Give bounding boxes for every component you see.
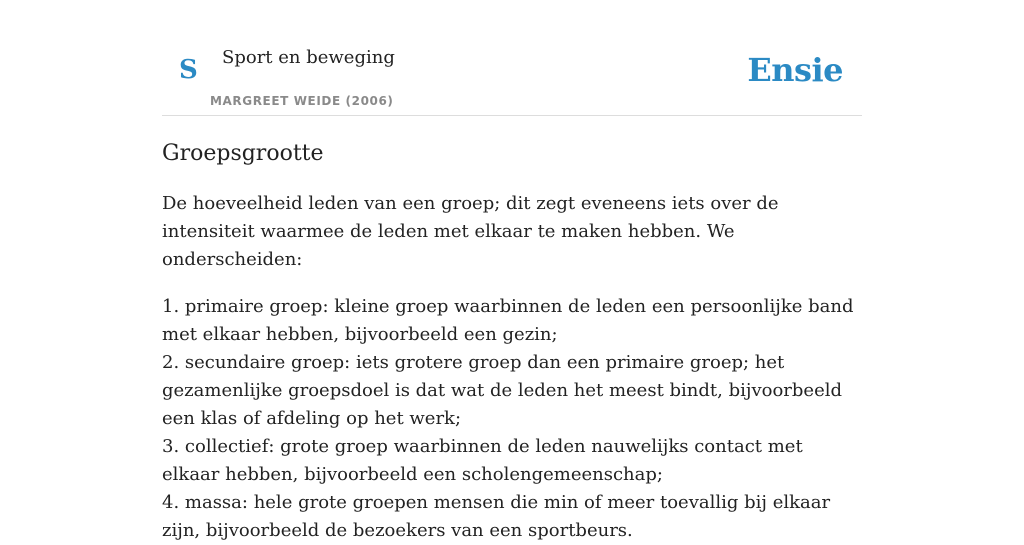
publication-title-link[interactable]: Sport en beweging (222, 47, 395, 68)
list-item: 2. secundaire groep: iets grotere groep dan een primaire groep; het gezamenlijke groepsdoel is dat wat de leden het meest bindt, bijvoorbeeld een klas of afdeling op het werk; (162, 352, 843, 429)
entry-intro: De hoeveelheid leden van een groep; dit zegt eveneens iets over de intensiteit waarmee de leden met elkaar te maken hebben. We onderscheiden: (162, 193, 779, 270)
author-credit: MARGREET WEIDE (2006) (210, 94, 394, 108)
entry-content (162, 138, 862, 545)
list-item: 1. primaire groep: kleine groep waarbinnen de leden een persoonlijke band met elkaar hebben, bijvoorbeeld een gezin; (162, 296, 854, 345)
definition-list (162, 293, 862, 545)
list-item: 4. massa: hele grote groepen mensen die min of meer toevallig bij elkaar zijn, bijvoorbeeld de bezoekers van een sportbeurs. (162, 492, 831, 541)
entry-title: Groepsgrootte (162, 141, 324, 166)
list-item: 3. collectief: grote groep waarbinnen de leden nauwelijks contact met elkaar hebben, bijvoorbeeld een scholengemeenschap; (162, 436, 803, 485)
site-logo[interactable]: Ensie (747, 51, 843, 89)
publication-icon[interactable]: S (179, 55, 198, 85)
page-header (162, 0, 862, 116)
